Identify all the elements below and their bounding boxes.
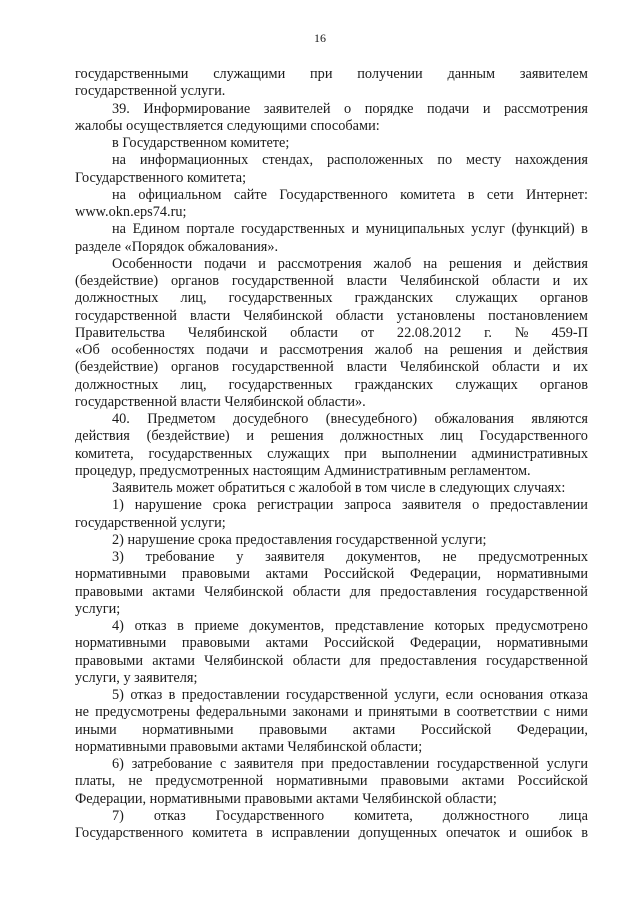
text-line: 2) нарушение срока предоставления государственной услуги; [112, 531, 487, 548]
text-line: на информационных стендах, расположенных по месту нахождения [112, 152, 588, 169]
paragraph [75, 497, 588, 532]
text-line: 6) затребование с заявителя при предоставлении государственной услуги [112, 756, 588, 772]
paragraph [75, 756, 588, 808]
text-line: нормативными правовыми актами Челябинской области; [75, 738, 423, 755]
text-line: на Едином портале государственных и муниципальных услуг (функций) в [112, 221, 588, 238]
text-line: разделе «Порядок обжалования». [75, 238, 279, 255]
text-line: правовыми актами Челябинской области для предоставления государственной [75, 652, 588, 669]
text-line: Федерации, нормативными правовыми актами Челябинской области; [75, 790, 497, 807]
paragraph [75, 687, 588, 756]
text-line: (бездействие) органов государственной власти Челябинской области и их [75, 273, 588, 289]
text-line: Заявитель может обратиться с жалобой в том числе в следующих случаях: [112, 480, 566, 496]
paragraph [75, 135, 588, 152]
text-line: 5) отказ в предоставлении государственной услуги, если основания отказа [112, 687, 588, 703]
text-line: правовыми актами Челябинской области для предоставления государственной [75, 583, 588, 600]
text-line: действия (бездействие) и решения должностных лиц Государственного [75, 428, 588, 445]
text-line: 40. Предметом досудебного (внесудебного) обжалования являются [112, 411, 588, 427]
paragraph [75, 187, 588, 222]
text-line: государственной власти Челябинской области установлены постановлением [75, 307, 588, 324]
text-line: 3) требование у заявителя документов, не предусмотренных [112, 549, 588, 565]
text-line: иными нормативными правовыми актами Российской Федерации, [75, 721, 588, 738]
paragraph [75, 808, 588, 843]
text-line: на официальном сайте Государственного комитета в сети Интернет: [112, 186, 588, 203]
text-line: 39. Информирование заявителей о порядке подачи и рассмотрения [112, 100, 588, 117]
text-line: услуги; [75, 600, 121, 617]
text-line: 4) отказ в приеме документов, представление которых предусмотрено [112, 618, 588, 634]
paragraph [75, 66, 588, 101]
text-line: 1) нарушение срока регистрации запроса заявителя о предоставлении [112, 497, 588, 514]
text-line: Государственного комитета; [75, 169, 247, 186]
text-line: не предусмотрены федеральными законами и принятыми в соответствии с ними [75, 704, 588, 721]
text-line: жалобы осуществляется следующими способами: [75, 117, 380, 134]
text-line: Правительства Челябинской области от 22.08.2012 г. № 459-П [75, 324, 588, 341]
text-line: должностных лиц, государственных гражданских служащих органов [75, 290, 588, 307]
text-line: государственными служащими при получении данным заявителем [75, 66, 588, 82]
document-body [75, 66, 588, 842]
text-line: www.okn.eps74.ru; [75, 204, 187, 220]
text-line: государственной власти Челябинской области». [75, 393, 366, 410]
text-line: Особенности подачи и рассмотрения жалоб на решения и действия [112, 255, 588, 272]
paragraph [75, 411, 588, 480]
paragraph [75, 256, 588, 411]
text-line: государственной услуги. [75, 83, 226, 100]
paragraph [75, 221, 588, 256]
paragraph [75, 152, 588, 187]
text-line: 7) отказ Государственного комитета, должностного лица [112, 807, 588, 824]
page-number: 16 [314, 31, 326, 45]
text-line: государственной услуги; [75, 514, 226, 531]
text-line: в Государственном комитете; [112, 135, 290, 151]
text-line: услуги, у заявителя; [75, 669, 198, 686]
paragraph [75, 618, 588, 687]
text-line: «Об особенностях подачи и рассмотрения жалоб на решения и действия [75, 342, 588, 358]
text-line: нормативными правовыми актами Российской Федерации, нормативными [75, 566, 588, 583]
text-line: платы, не предусмотренной нормативными правовыми актами Российской [75, 773, 588, 790]
text-line: должностных лиц, государственных гражданских служащих органов [75, 376, 588, 393]
paragraph [75, 549, 588, 618]
text-line: нормативными правовыми актами Российской Федерации, нормативными [75, 635, 588, 652]
text-line: Государственного комитета в исправлении допущенных опечаток и ошибок в [75, 825, 588, 841]
text-line: комитета, государственных служащих при выполнении административных [75, 445, 588, 462]
text-line: (бездействие) органов государственной власти Челябинской области и их [75, 359, 588, 376]
text-line: процедур, предусмотренных настоящим Административным регламентом. [75, 462, 531, 479]
paragraph [75, 480, 588, 497]
paragraph [75, 532, 588, 549]
paragraph [75, 101, 588, 136]
